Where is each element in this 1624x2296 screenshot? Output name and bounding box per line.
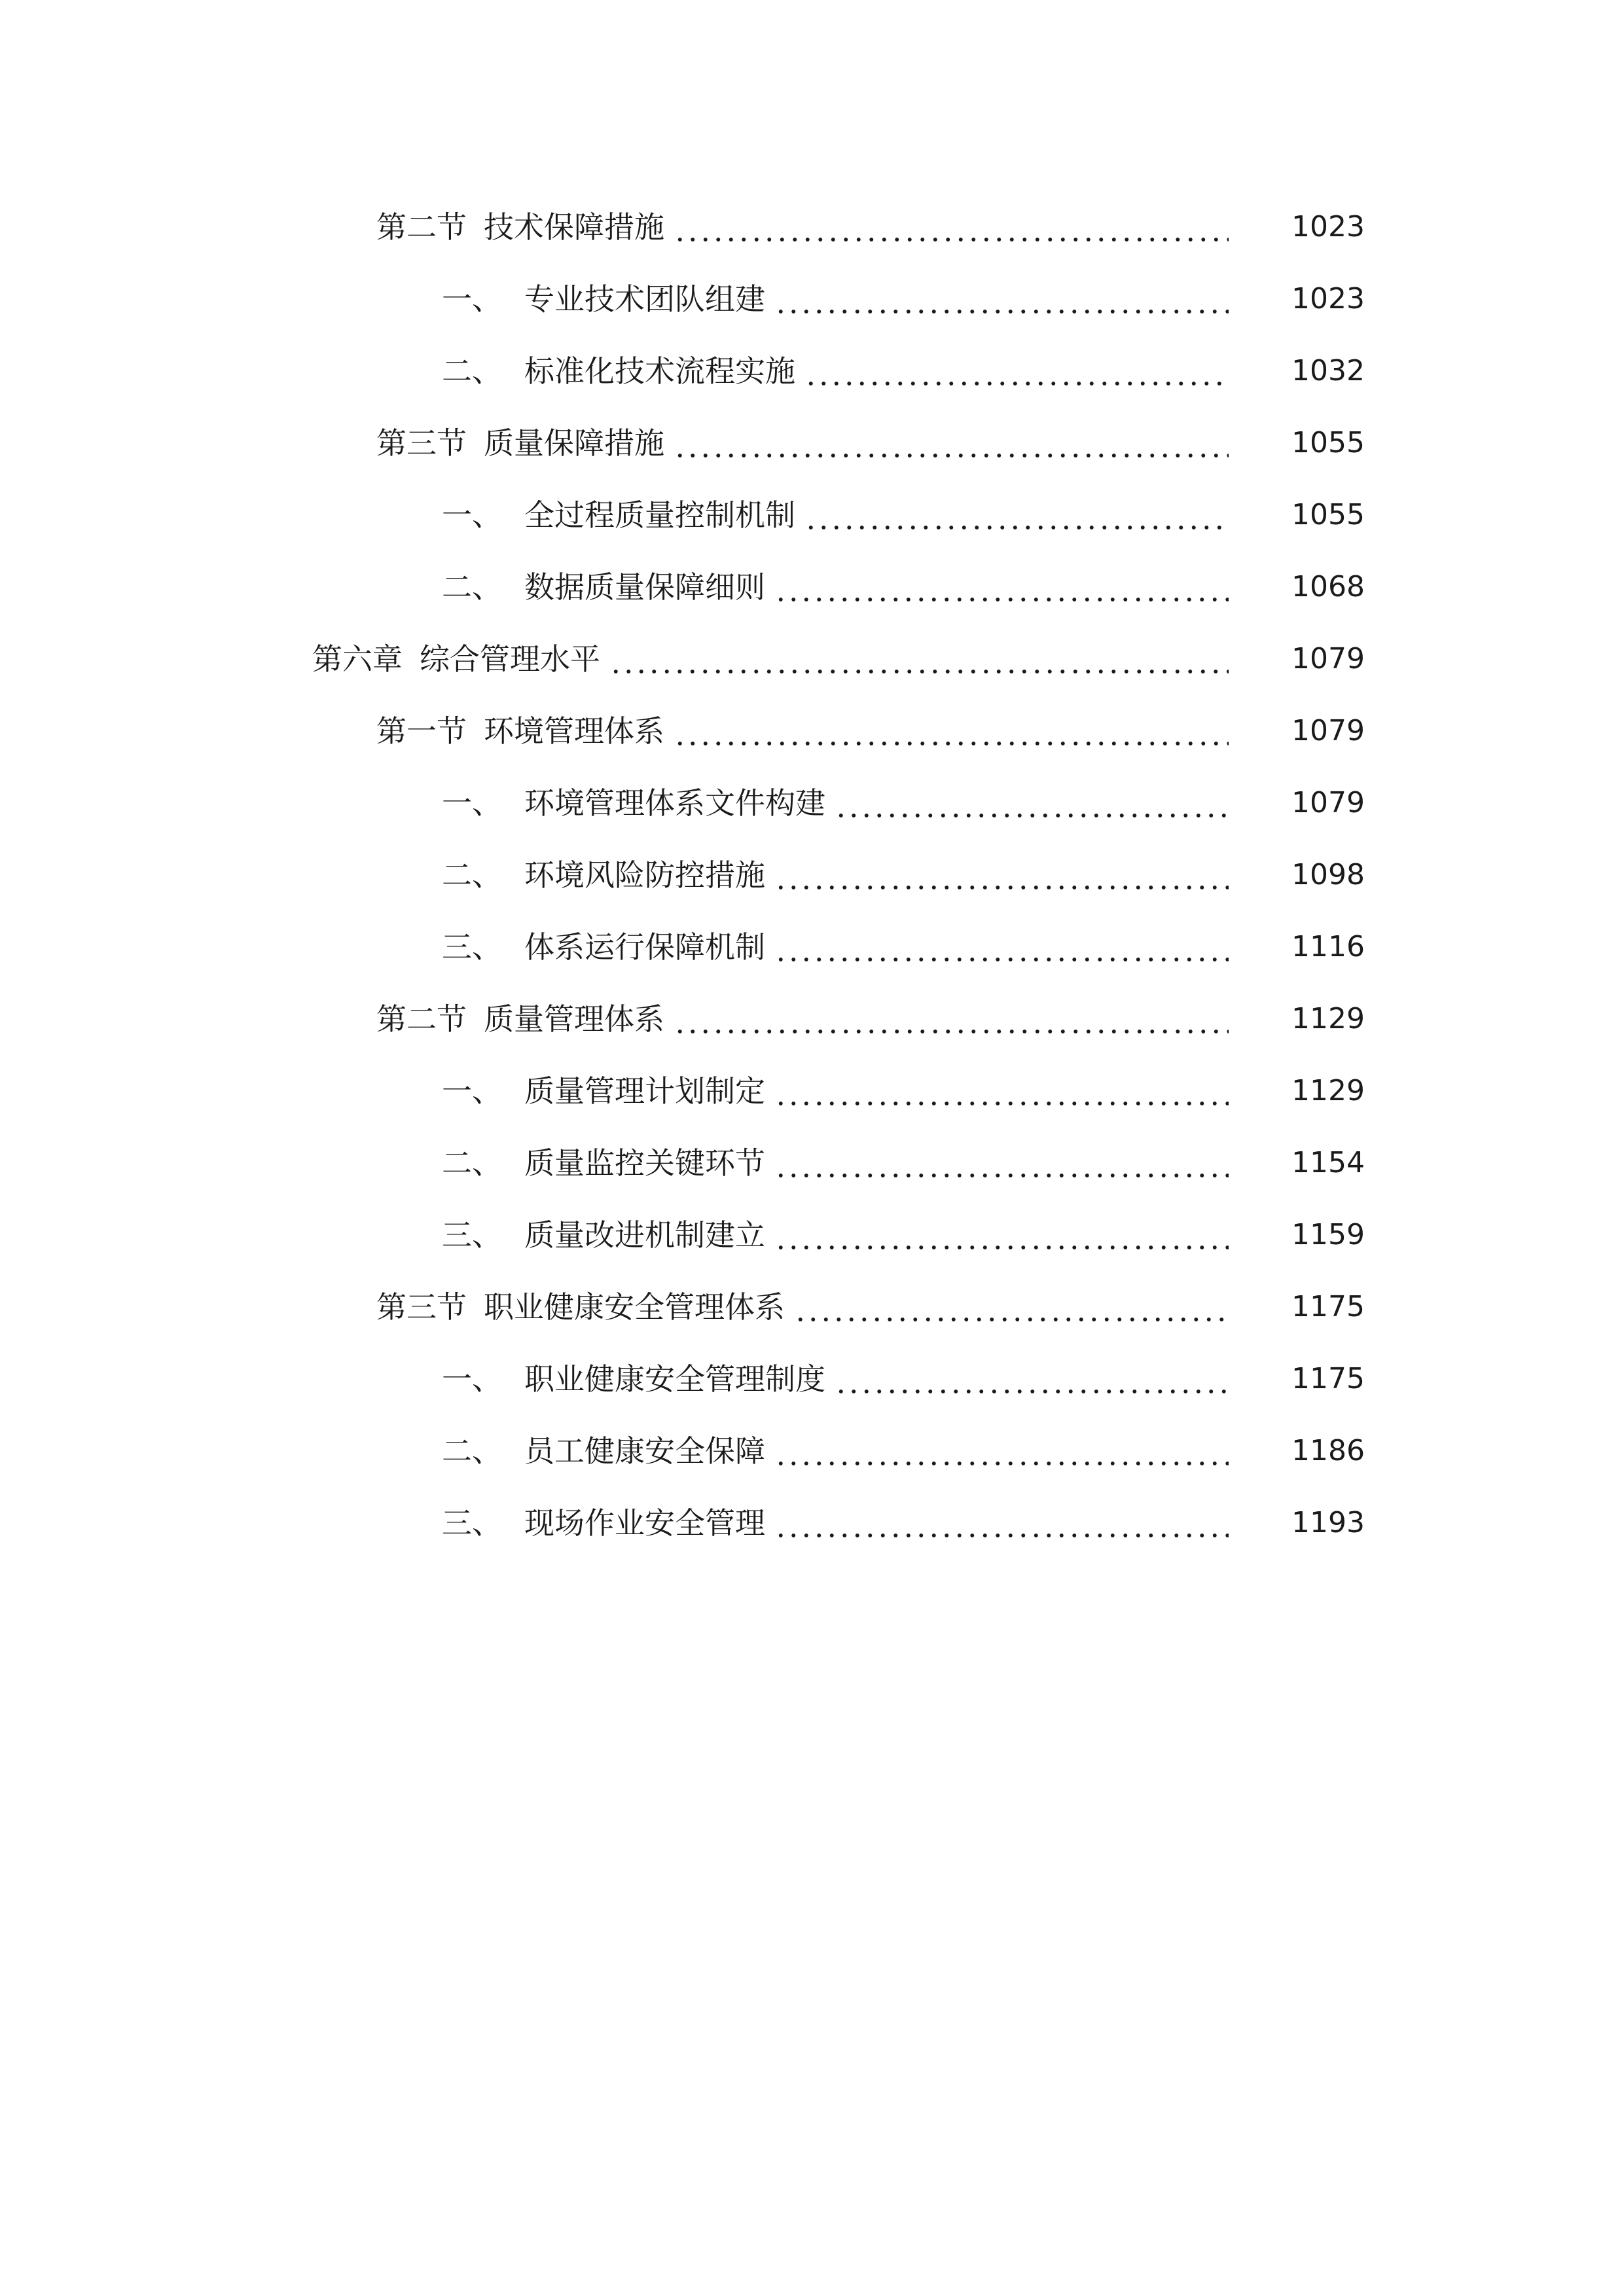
toc-entry-title: 质量监控关键环节: [524, 1145, 765, 1181]
toc-entry-label: [442, 1361, 825, 1397]
toc-entry-page-number: 1154: [1291, 1146, 1365, 1179]
toc-entry-label: [376, 425, 664, 461]
toc-entry-number: 二、: [442, 1433, 502, 1469]
toc-entry-item[interactable]: [0, 911, 1624, 983]
toc-entry-number: 二、: [442, 569, 502, 605]
dot-leader: [774, 860, 1229, 890]
toc-entry-label: [442, 353, 795, 389]
toc-entry-section[interactable]: [0, 1271, 1624, 1343]
toc-entry-item[interactable]: [0, 1127, 1624, 1199]
dot-leader: [774, 284, 1229, 314]
toc-entry-page-number: 1032: [1291, 354, 1365, 387]
toc-entry-item[interactable]: [0, 1055, 1624, 1127]
toc-entry-label: [376, 209, 664, 245]
toc-entry-page-number: 1055: [1291, 498, 1365, 531]
toc-entry-section[interactable]: [0, 983, 1624, 1055]
toc-entry-number: 一、: [442, 1361, 502, 1397]
toc-entry-number: 一、: [442, 497, 502, 533]
toc-entry-title: 质量改进机制建立: [524, 1217, 765, 1253]
toc-entry-page-number: 1079: [1291, 786, 1365, 819]
toc-entry-item[interactable]: [0, 1415, 1624, 1487]
dot-leader: [794, 1292, 1229, 1322]
toc-entry-item[interactable]: [0, 839, 1624, 911]
toc-entry-number: 二、: [442, 353, 502, 389]
toc-entry-title: 技术保障措施: [484, 209, 664, 245]
toc-entry-item[interactable]: [0, 767, 1624, 839]
toc-entry-label: [312, 641, 600, 677]
dot-leader: [674, 428, 1229, 458]
toc-entry-page-number: 1116: [1291, 930, 1365, 963]
toc-entry-number: 第三节: [376, 425, 467, 461]
toc-entry-label: [442, 1073, 765, 1109]
toc-entry-page-number: 1079: [1291, 642, 1365, 675]
toc-entry-page-number: 1193: [1291, 1506, 1365, 1539]
toc-entry-label: [442, 569, 765, 605]
toc-entry-number: 二、: [442, 857, 502, 893]
toc-entry-number: 一、: [442, 281, 502, 317]
toc-entry-title: 职业健康安全管理体系: [484, 1289, 785, 1325]
toc-entry-label: [442, 1433, 765, 1469]
dot-leader: [774, 932, 1229, 962]
toc-entry-label: [442, 785, 825, 821]
toc-entry-title: 员工健康安全保障: [524, 1433, 765, 1469]
toc-entry-number: 第二节: [376, 209, 467, 245]
toc-entry-page-number: 1023: [1291, 282, 1365, 315]
toc-entry-item[interactable]: [0, 1487, 1624, 1559]
dot-leader: [774, 1220, 1229, 1250]
toc-entry-number: 三、: [442, 1217, 502, 1253]
toc-entry-number: 三、: [442, 1505, 502, 1541]
toc-entry-title: 质量管理体系: [484, 1001, 664, 1037]
toc-entry-item[interactable]: [0, 551, 1624, 623]
toc-entry-number: 第二节: [376, 1001, 467, 1037]
toc-entry-title: 质量保障措施: [484, 425, 664, 461]
dot-leader: [774, 1076, 1229, 1106]
toc-entry-label: [442, 497, 795, 533]
toc-entry-title: 环境管理体系: [484, 713, 664, 749]
dot-leader: [774, 1436, 1229, 1466]
toc-entry-item[interactable]: [0, 1199, 1624, 1271]
toc-entry-title: 全过程质量控制机制: [524, 497, 795, 533]
dot-leader: [609, 644, 1229, 674]
toc-entry-section[interactable]: [0, 191, 1624, 263]
toc-entry-page-number: 1068: [1291, 570, 1365, 603]
toc-entry-label: [442, 857, 765, 893]
toc-entry-title: 标准化技术流程实施: [524, 353, 795, 389]
toc-entry-page-number: 1055: [1291, 426, 1365, 459]
toc-entry-title: 专业技术团队组建: [524, 281, 765, 317]
toc-entry-section[interactable]: [0, 407, 1624, 479]
toc-entry-title: 体系运行保障机制: [524, 929, 765, 965]
toc-entry-number: 第一节: [376, 713, 467, 749]
toc-entry-page-number: 1079: [1291, 714, 1365, 747]
dot-leader: [804, 356, 1229, 386]
dot-leader: [774, 572, 1229, 602]
dot-leader: [804, 500, 1229, 530]
toc-entry-title: 环境管理体系文件构建: [524, 785, 825, 821]
toc-entry-page-number: 1159: [1291, 1218, 1365, 1251]
toc-entry-number: 二、: [442, 1145, 502, 1181]
toc-entry-label: [376, 1289, 785, 1325]
toc-entry-title: 综合管理水平: [420, 641, 600, 677]
dot-leader: [674, 212, 1229, 242]
toc-entry-item[interactable]: [0, 479, 1624, 551]
toc-entry-number: 第三节: [376, 1289, 467, 1325]
dot-leader: [674, 716, 1229, 746]
toc-entry-title: 现场作业安全管理: [524, 1505, 765, 1541]
toc-entry-chapter[interactable]: [0, 623, 1624, 695]
dot-leader: [774, 1508, 1229, 1538]
toc-entry-page-number: 1023: [1291, 210, 1365, 243]
toc-entry-page-number: 1098: [1291, 858, 1365, 891]
toc-entry-number: 第六章: [312, 641, 403, 677]
toc-entry-item[interactable]: [0, 263, 1624, 335]
toc-entry-label: [442, 1145, 765, 1181]
dot-leader: [774, 1148, 1229, 1178]
toc-entry-label: [442, 281, 765, 317]
table-of-contents: [0, 191, 1624, 1559]
dot-leader: [835, 1364, 1229, 1394]
toc-entry-item[interactable]: [0, 1343, 1624, 1415]
toc-entry-page-number: 1186: [1291, 1434, 1365, 1467]
dot-leader: [674, 1004, 1229, 1034]
dot-leader: [835, 788, 1229, 818]
toc-entry-item[interactable]: [0, 335, 1624, 407]
toc-entry-label: [376, 713, 664, 749]
toc-entry-label: [442, 929, 765, 965]
toc-entry-label: [442, 1505, 765, 1541]
toc-entry-number: 一、: [442, 785, 502, 821]
toc-entry-page-number: 1129: [1291, 1074, 1365, 1107]
toc-entry-title: 职业健康安全管理制度: [524, 1361, 825, 1397]
toc-entry-section[interactable]: [0, 695, 1624, 767]
toc-entry-label: [442, 1217, 765, 1253]
toc-entry-title: 数据质量保障细则: [524, 569, 765, 605]
toc-entry-page-number: 1129: [1291, 1002, 1365, 1035]
toc-entry-title: 环境风险防控措施: [524, 857, 765, 893]
toc-entry-number: 三、: [442, 929, 502, 965]
toc-entry-label: [376, 1001, 664, 1037]
toc-entry-page-number: 1175: [1291, 1362, 1365, 1395]
toc-entry-title: 质量管理计划制定: [524, 1073, 765, 1109]
toc-entry-number: 一、: [442, 1073, 502, 1109]
toc-entry-page-number: 1175: [1291, 1290, 1365, 1323]
